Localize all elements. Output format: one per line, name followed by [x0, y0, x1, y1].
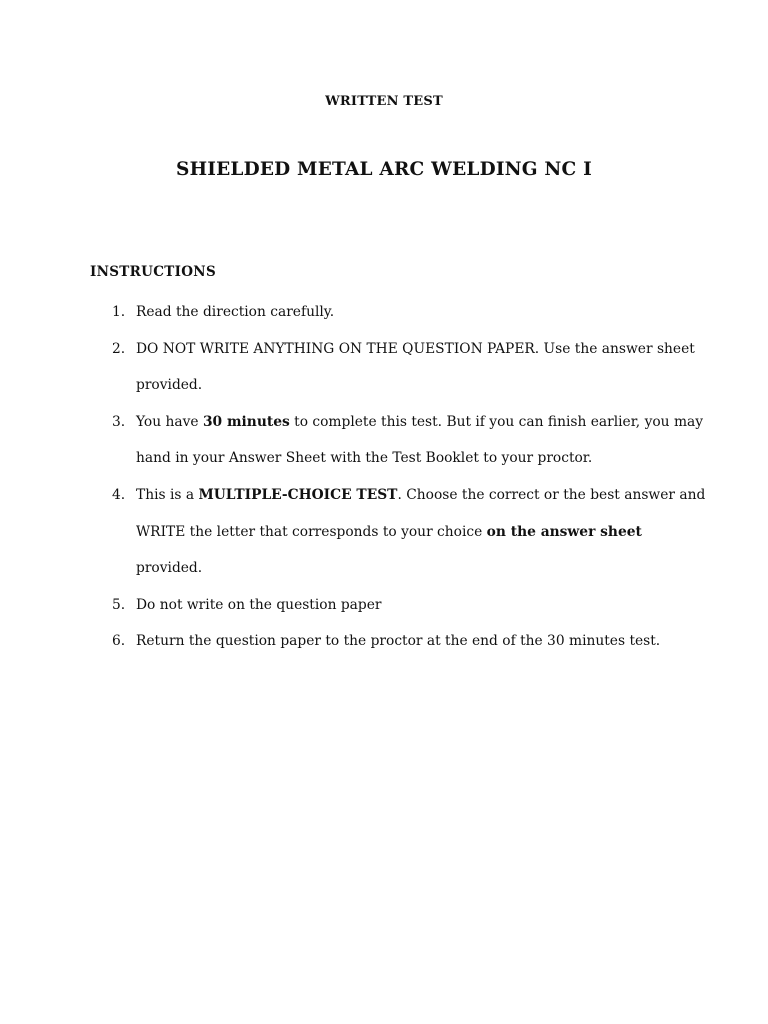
instruction-number: 2.: [112, 340, 126, 357]
instruction-text: [136, 597, 382, 613]
instruction-text-segment: . Choose the correct or the best answer and WRITE the letter that corresponds to your choice: [136, 486, 706, 540]
document-title: SHIELDED METAL ARC WELDING NC I: [176, 159, 592, 180]
instruction-emphasis: MULTIPLE-CHOICE TEST: [198, 486, 398, 503]
instruction-text-segment: to complete this test. But if you can finish earlier, you may hand in your Answer Sheet with the Test Booklet to your proctor.: [136, 413, 704, 467]
instruction-text-segment: Read the direction carefully.: [136, 304, 335, 320]
instruction-emphasis: on the answer sheet: [486, 523, 642, 540]
instruction-text: [136, 487, 705, 576]
instructions-heading: INSTRUCTIONS: [90, 264, 216, 280]
instruction-text-segment: provided.: [136, 560, 203, 577]
instruction-text-segment: DO NOT WRITE ANYTHING ON THE QUESTION PAPER. Use the answer sheet provided.: [136, 340, 695, 394]
instruction-text: [136, 341, 695, 394]
instruction-item: [0, 294, 768, 331]
instruction-text-segment: Do not write on the question paper: [136, 596, 382, 613]
instruction-number: 5.: [112, 596, 126, 613]
instruction-text: [136, 414, 703, 467]
instruction-number: 1.: [112, 304, 126, 320]
instruction-item: [0, 404, 768, 477]
instruction-item: [0, 331, 768, 404]
document-label: WRITTEN TEST: [325, 94, 443, 109]
instruction-number: 3.: [112, 413, 126, 430]
instruction-text: [136, 633, 660, 649]
instruction-emphasis: 30 minutes: [202, 413, 290, 430]
instruction-text: [136, 304, 334, 320]
instruction-item: [0, 477, 768, 587]
instruction-text-segment: Return the question paper to the proctor at the end of the 30 minutes test.: [136, 633, 661, 650]
instruction-item: [0, 587, 768, 624]
instruction-item: [0, 623, 768, 660]
instruction-number: 4.: [112, 486, 126, 503]
instructions-list: [0, 294, 768, 660]
instruction-text-segment: You have: [136, 413, 203, 430]
instruction-number: 6.: [112, 633, 126, 650]
instruction-text-segment: This is a: [136, 486, 199, 503]
